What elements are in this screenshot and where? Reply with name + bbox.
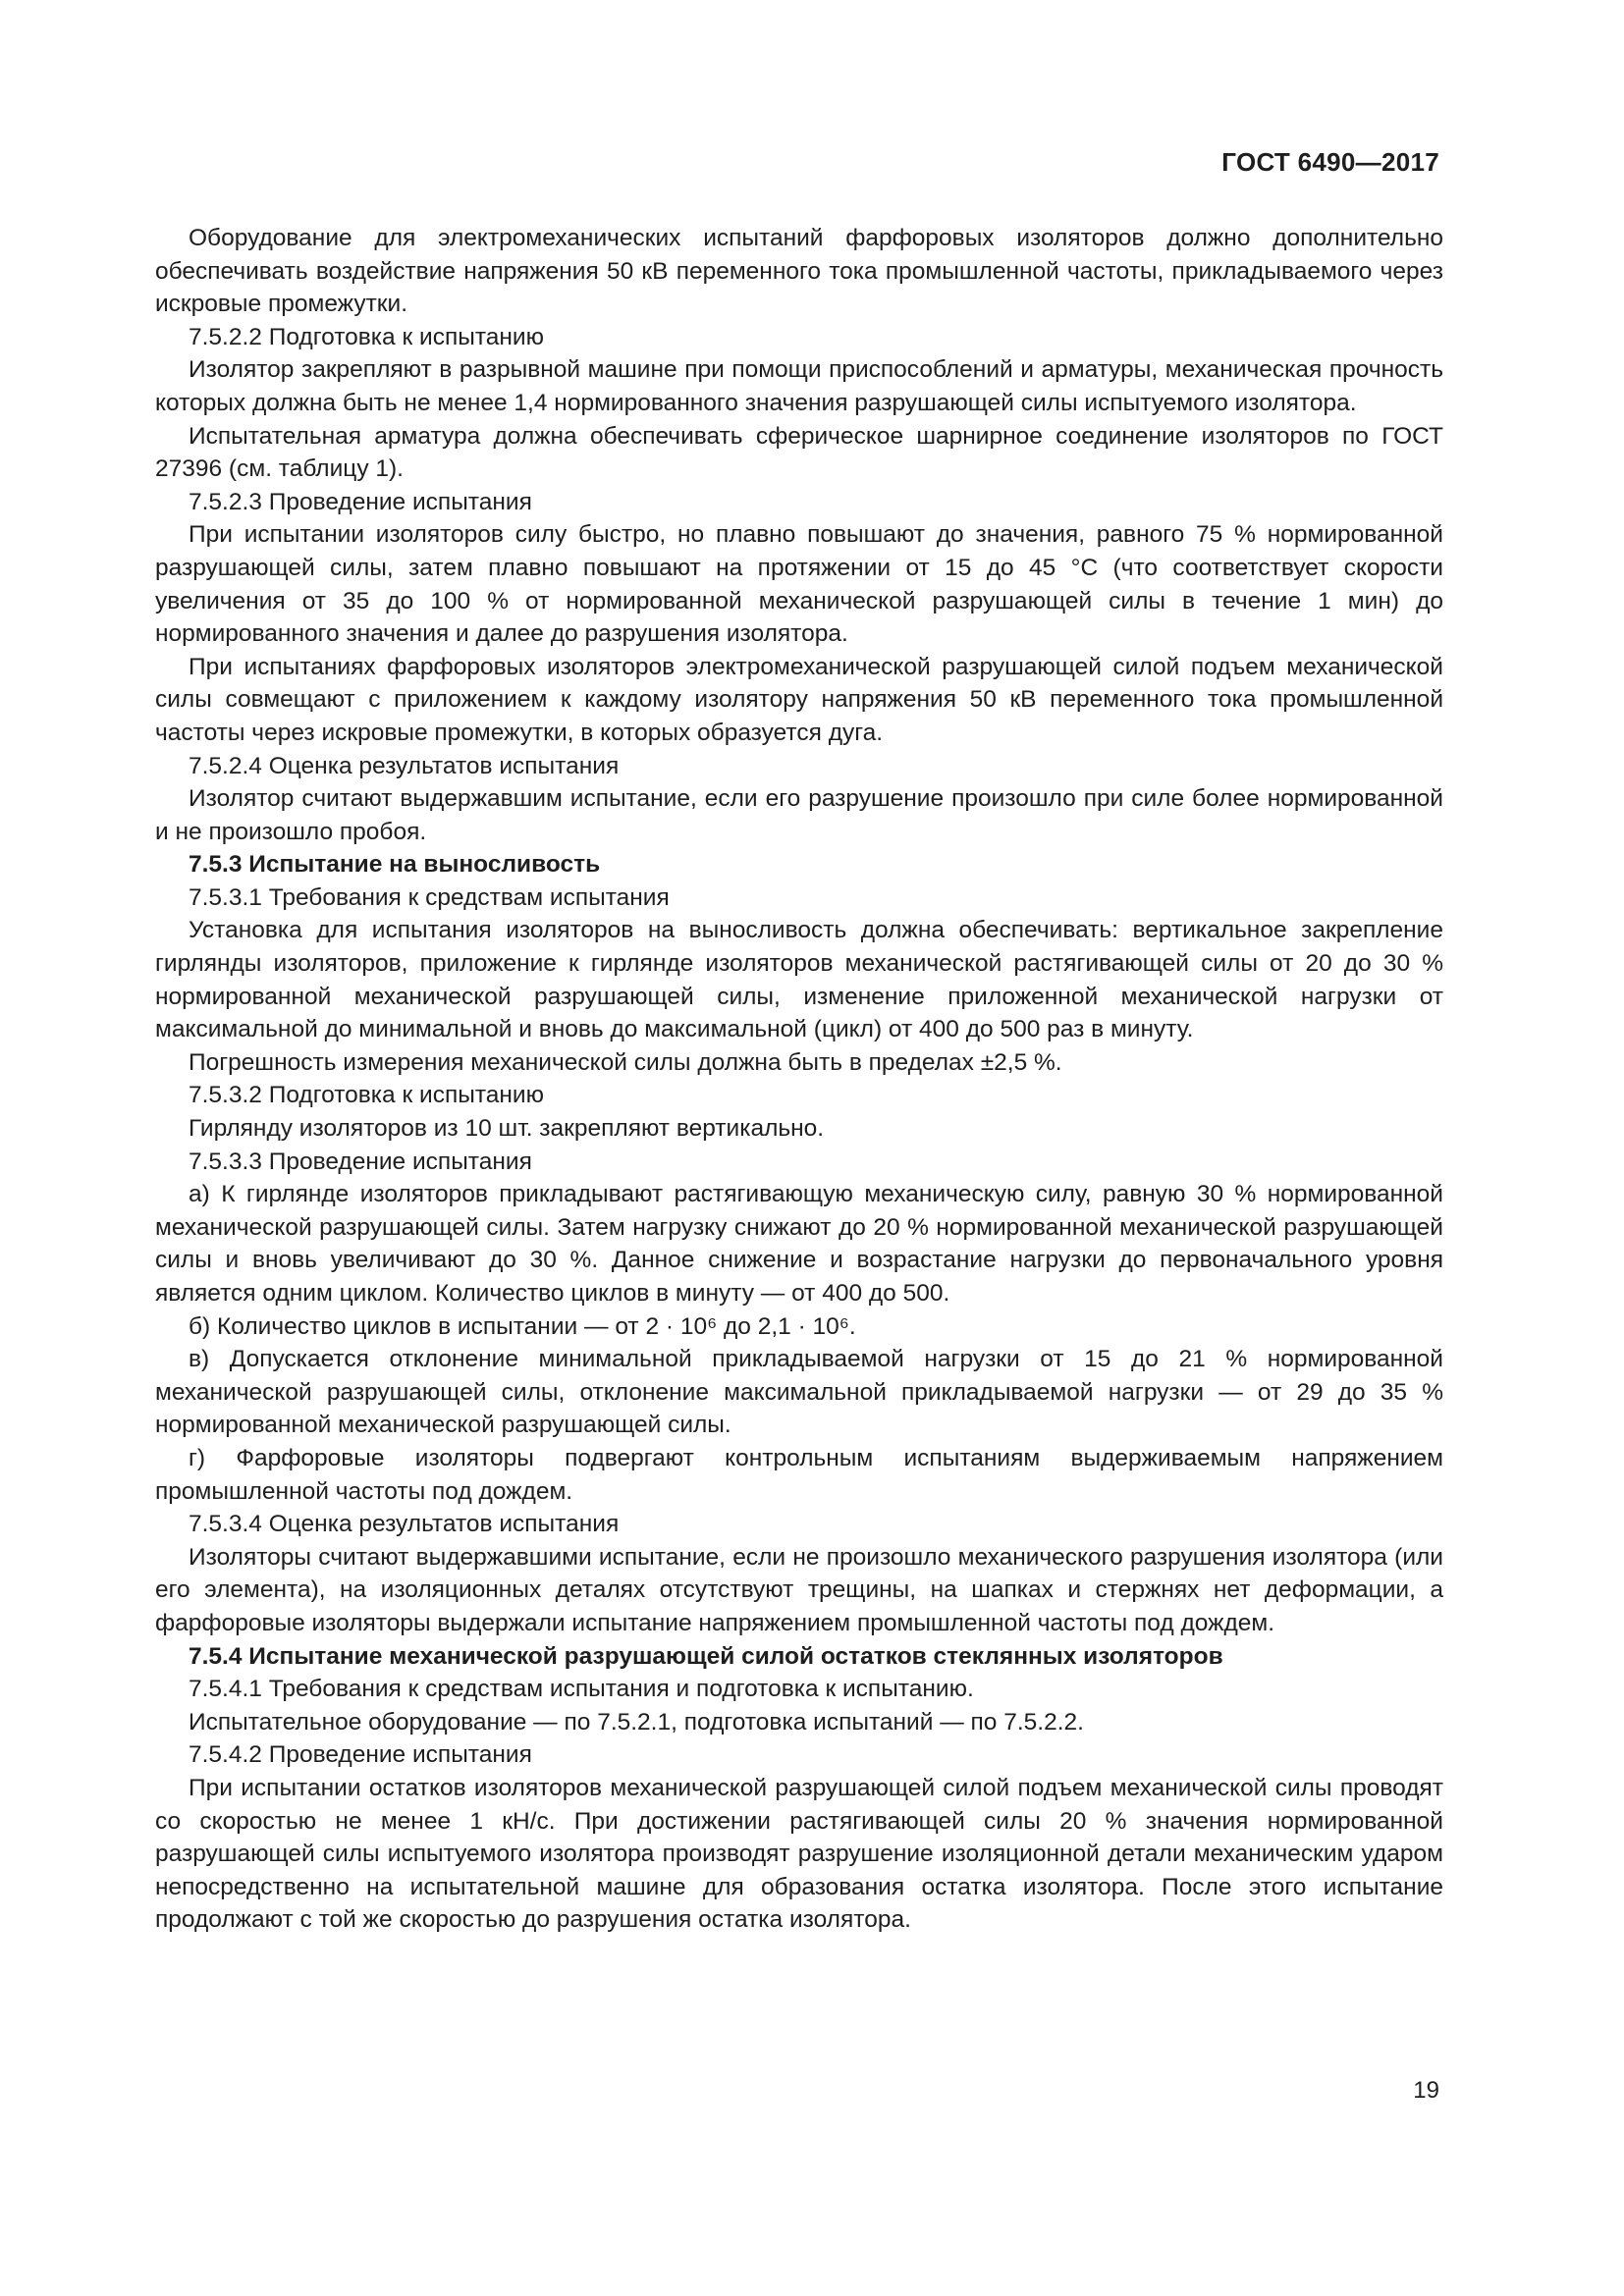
paragraph: При испытании остатков изоляторов механической разрушающей силой подъем механической силы проводят со скоростью не менее 1 кН/с. При достижении растягивающей силы 20 % значения нормированной разрушающей силы испытуемого изолятора производят разрушение изоляционной детали механическим ударом непосредственно на испытательной машине для образования остатка изолятора. После этого испытание продолжают с той же скоростью до разрушения остатка изолятора. xyxy=(155,1774,1443,1934)
section-heading: 7.5.3.3 Проведение испытания xyxy=(189,1148,532,1175)
section-heading: 7.5.4.2 Проведение испытания xyxy=(189,1741,532,1769)
paragraph: Изолятор считают выдержавшим испытание, если его разрушение произошло при силе более нормированной и не произошло пробоя. xyxy=(155,785,1443,845)
standard-designation: ГОСТ 6490—2017 xyxy=(1221,147,1439,177)
section-heading: 7.5.3.4 Оценка результатов испытания xyxy=(189,1511,620,1538)
section-heading: 7.5.2.3 Проведение испытания xyxy=(189,488,532,515)
paragraph: Установка для испытания изоляторов на выносливость должна обеспечивать: вертикальное закрепление гирлянды изоляторов, приложение к гирлянде изоляторов механической растягивающей силы от 20 до 30 % нормированной механической разрушающей силы, изменение приложенной механической нагрузки от максимальной до минимальной и вновь до максимальной (цикл) от 400 до 500 раз в минуту. xyxy=(155,917,1443,1043)
paragraph: Испытательная арматура должна обеспечивать сферическое шарнирное соединение изоляторов по ГОСТ 27396 (см. таблицу 1). xyxy=(155,422,1443,483)
paragraph: Изолятор закрепляют в разрывной машине при помощи приспособлений и арматуры, механическая прочность которых должна быть не менее 1,4 нормированного значения разрушающей силы испытуемого изолятора. xyxy=(155,356,1443,416)
section-heading: 7.5.3.2 Подготовка к испытанию xyxy=(189,1082,544,1109)
section-heading-bold: 7.5.3 Испытание на выносливость xyxy=(189,851,601,879)
paragraph: При испытании изоляторов силу быстро, но плавно повышают до значения, равного 75 % нормированной разрушающей силы, затем плавно повышают на протяжении от 15 до 45 °С (что соответствует скорости увеличения от 35 до 100 % от нормированной механической разрушающей силы в течение 1 мин) до нормированного значения и далее до разрушения изолятора. xyxy=(155,521,1443,648)
section-heading-bold: 7.5.4 Испытание механической разрушающей силой остатков стеклянных изоляторов xyxy=(189,1642,1223,1670)
paragraph: Изоляторы считают выдержавшими испытание, если не произошло механического разрушения изолятора (или его элемента), на изоляционных деталях отсутствуют трещины, на шапках и стержнях нет деформации, а фарфоровые изоляторы выдержали испытание напряжением промышленной частоты под дождем. xyxy=(155,1543,1443,1636)
paragraph: Испытательное оборудование — по 7.5.2.1, подготовка испытаний — по 7.5.2.2. xyxy=(189,1708,1084,1735)
section-heading: 7.5.2.4 Оценка результатов испытания xyxy=(189,752,620,779)
paragraph: При испытаниях фарфоровых изоляторов электромеханической разрушающей силой подъем механической силы совмещают с приложением к каждому изолятору напряжения 50 кВ переменного тока промышленной частоты через искровые промежутки, в которых образуется дуга. xyxy=(155,653,1443,746)
document-body xyxy=(155,222,1443,1937)
paragraph: Погрешность измерения механической силы должна быть в пределах ±2,5 %. xyxy=(189,1048,1062,1076)
section-heading: 7.5.4.1 Требования к средствам испытания и подготовка к испытанию. xyxy=(189,1676,974,1703)
list-item: г) Фарфоровые изоляторы подвергают контрольным испытаниям выдерживаемым напряжением промышленной частоты под дождем. xyxy=(155,1444,1443,1505)
list-item: в) Допускается отклонение минимальной прикладываемой нагрузки от 15 до 21 % нормированной механической разрушающей силы, отклонение максимальной прикладываемой нагрузки — от 29 до 35 % нормированной механической разрушающей силы. xyxy=(155,1346,1443,1439)
page-number: 19 xyxy=(1413,2077,1439,2104)
list-item: а) К гирлянде изоляторов прикладывают растягивающую механическую силу, равную 30 % нормированной механической разрушающей силы. Затем нагрузку снижают до 20 % нормированной механической разрушающей силы и вновь увеличивают до 30 %. Данное снижение и возрастание нагрузки до первоначального уровня является одним циклом. Количество циклов в минуту — от 400 до 500. xyxy=(155,1181,1443,1307)
section-heading: 7.5.3.1 Требования к средствам испытания xyxy=(189,883,670,911)
paragraph: Оборудование для электромеханических испытаний фарфоровых изоляторов должно дополнительно обеспечивать воздействие напряжения 50 кВ переменного тока промышленной частоты, прикладываемого через искровые промежутки. xyxy=(155,225,1443,318)
list-item: б) Количество циклов в испытании — от 2 · 10⁶ до 2,1 · 10⁶. xyxy=(189,1312,856,1340)
paragraph: Гирлянду изоляторов из 10 шт. закрепляют вертикально. xyxy=(189,1115,825,1143)
section-heading: 7.5.2.2 Подготовка к испытанию xyxy=(189,323,544,350)
